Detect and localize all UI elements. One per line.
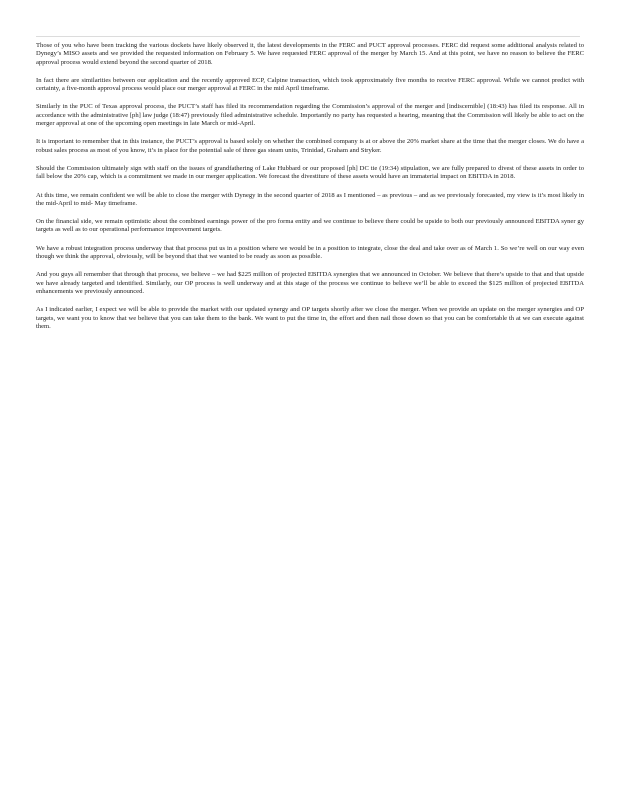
- paragraph-financial-outlook: On the financial side, we remain optimistic about the combined earnings power of the pro forma entity and we continue to believe there could be upside to both our previously announced EBITDA syner gy targets as well as to our operational performance improvement targets.: [36, 218, 584, 234]
- paragraph-synergies: And you guys all remember that through that process, we believe – we had $225 million of projected EBITDA synergies that we announced in October. We believe that there’s upside to that and that upside we have already targeted and identified. Similarly, our OP process is well underway and at this stage of the process we continue to believe we’ll be able to exceed the $125 million of projected EBITDA enhancements we previously announced.: [36, 271, 584, 295]
- transcript-body: [36, 42, 584, 341]
- top-divider: [36, 36, 580, 37]
- paragraph-puct-process: Similarly in the PUC of Texas approval process, the PUCT’s staff has filed its recommendation regarding the Commission’s approval of the merger and [indiscernible] (18:43) has filed its response. All in accordance with the administrative [ph] law judge (18:47) previously filed administrative schedule. Importantly no party has requested a hearing, meaning that the Commission will likely be able to act on the merger approval at one of the upcoming open meetings in late March or mid-April.: [36, 103, 584, 128]
- paragraph-integration: We have a robust integration process underway that that process put us in a position where we would be in a position to integrate, close the deal and take over as of March 1. So we’re well on our way even though we think the approval, obviously, will be beyond that that we wanted to be ready as soon as possible.: [36, 244, 584, 261]
- paragraph-ferc-dockets: Those of you who have been tracking the various dockets have likely observed it, the latest developments in the FERC and PUCT approval processes. FERC did request some additional analysis related to Dynegy’s MISO assets and we provided the requested information on February 5. We have requested FERC approval of the merger by March 15. And at this point, we have no reason to believe the FERC approval process would extend beyond the second quarter of 2018.: [36, 42, 584, 66]
- paragraph-targets-update: As I indicated earlier, I expect we will be able to provide the market with our updated synergy and OP targets shortly after we close the merger. When we provide an update on the merger synergies and OP targets, we want you to know that we believe that you can take them to the bank. We want to put the time in, the effort and then nail those down so that you can be comfortable th at we can execute against them.: [36, 306, 584, 330]
- paragraph-ecp-calpine: In fact there are similarities between our application and the recently approved ECP, Calpine transaction, which took approximately five months to receive FERC approval. While we cannot predict with certainty, a five-month approval process would place our merger approval at FERC in the mid April timeframe.: [36, 76, 584, 93]
- paragraph-merger-timing: At this time, we remain confident we will be able to close the merger with Dynegy in the second quarter of 2018 as I mentioned – as previous – and as we previously forecasted, my view is it’s most likely in the mid-April to mid- May timeframe.: [36, 191, 584, 207]
- paragraph-divestiture: Should the Commission ultimately sign with staff on the issues of grandfathering of Lake Hubbard or our proposed [ph] DC tie (19:34) stipulation, we are fully prepared to divest of these assets in order to fall below the 20% cap, which is a commitment we made in our merger application. We forecast the divestiture of these assets would have an immaterial impact on EBITDA in 2018.: [36, 164, 584, 181]
- paragraph-market-share: It is important to remember that in this instance, the PUCT’s approval is based solely on whether the combined company is at or above the 20% market share at the time that the merger closes. We do have a robust sales process as most of you know, it’s in place for the potential sale of three gas steam units, Trinidad, Graham and Stryker.: [36, 138, 584, 154]
